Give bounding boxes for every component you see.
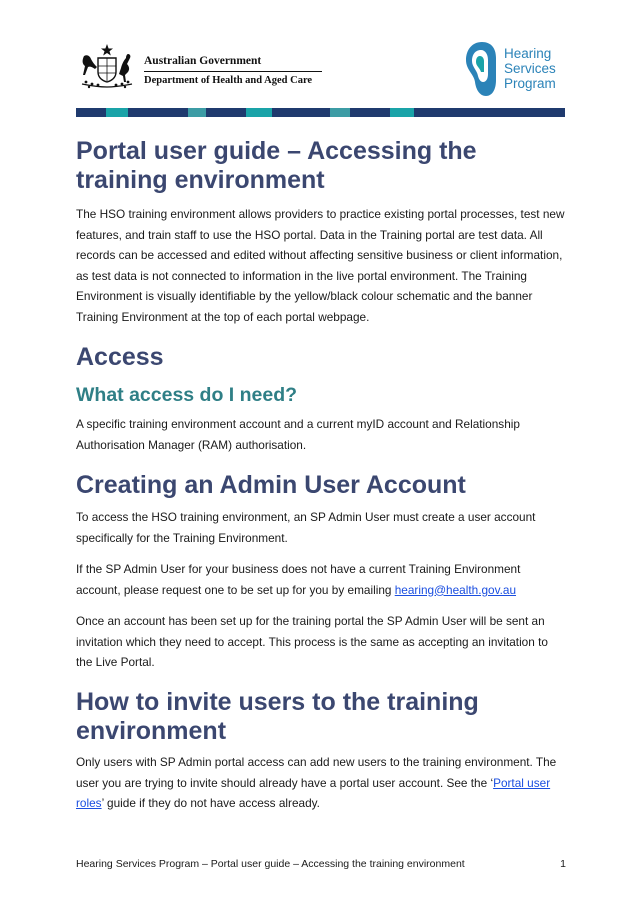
coat-of-arms-icon — [76, 42, 138, 92]
hsp-text-line3: Program — [504, 76, 556, 91]
hearing-services-program-logo — [464, 40, 574, 100]
portal-user-roles-link[interactable]: Portal user roles — [76, 775, 551, 811]
access-heading: Access — [76, 343, 164, 371]
hsp-text-line1: Hearing — [504, 46, 552, 61]
page-title-line2: training environment — [76, 166, 325, 194]
header-colour-stripe — [76, 108, 565, 117]
australian-government-logo — [76, 42, 356, 94]
hsp-text-line2: Services — [504, 61, 556, 76]
page-number: 1 — [560, 858, 566, 870]
admin-paragraph-2-text: If the SP Admin User for your business does not have a current Training Environment account, please request one to be set up for you by emailing — [76, 562, 521, 597]
access-paragraph: A specific training environment account and a current myID account and Relationship Authorisation Manager (RAM) authorisation. — [76, 417, 520, 452]
admin-paragraph-1: To access the HSO training environment, an SP Admin User must create a user account specifically for the Training Environment. — [76, 510, 536, 545]
ear-icon — [464, 40, 498, 98]
government-name: Australian Government — [144, 54, 322, 72]
page-title — [76, 137, 566, 195]
department-name: Department of Health and Aged Care — [144, 75, 313, 86]
admin-paragraph-3: Once an account has been set up for the training portal the SP Admin User will be sent an invitation which they need to accept. This process is the same as accepting an invitation to the Live Portal. — [76, 614, 548, 670]
intro-paragraph: The HSO training environment allows providers to practice existing portal processes, test new features, and train staff to use the HSO portal. Data in the Training portal are test data. All records can be accessed and edited without affecting sensitive business or client information, as test data is not connected to information in the live portal environment. The Training Environment is visually identifiable by the yellow/black colour schematic and the banner Training Environment at the top of each portal webpage. — [76, 207, 565, 324]
admin-account-heading: Creating an Admin User Account — [76, 471, 466, 499]
invite-paragraph-text: Only users with SP Admin portal access can add new users to the training environment. The user you are trying to invite should already have a portal user account. See the ‘ — [76, 755, 557, 790]
invite-paragraph-tail: ’ guide if they do not have access already. — [101, 796, 320, 811]
admin-paragraph-2 — [76, 559, 566, 600]
invite-heading — [76, 688, 566, 746]
invite-paragraph — [76, 752, 566, 814]
footer-text: Hearing Services Program – Portal user guide – Accessing the training environment — [76, 858, 465, 870]
page-title-line1: Portal user guide – Accessing the — [76, 137, 477, 165]
invite-heading-line1: How to invite users to the training — [76, 688, 479, 716]
invite-heading-line2: environment — [76, 717, 227, 745]
what-access-subheading: What access do I need? — [76, 384, 298, 406]
email-link[interactable]: hearing@health.gov.au — [394, 582, 517, 597]
page-footer — [76, 858, 566, 870]
